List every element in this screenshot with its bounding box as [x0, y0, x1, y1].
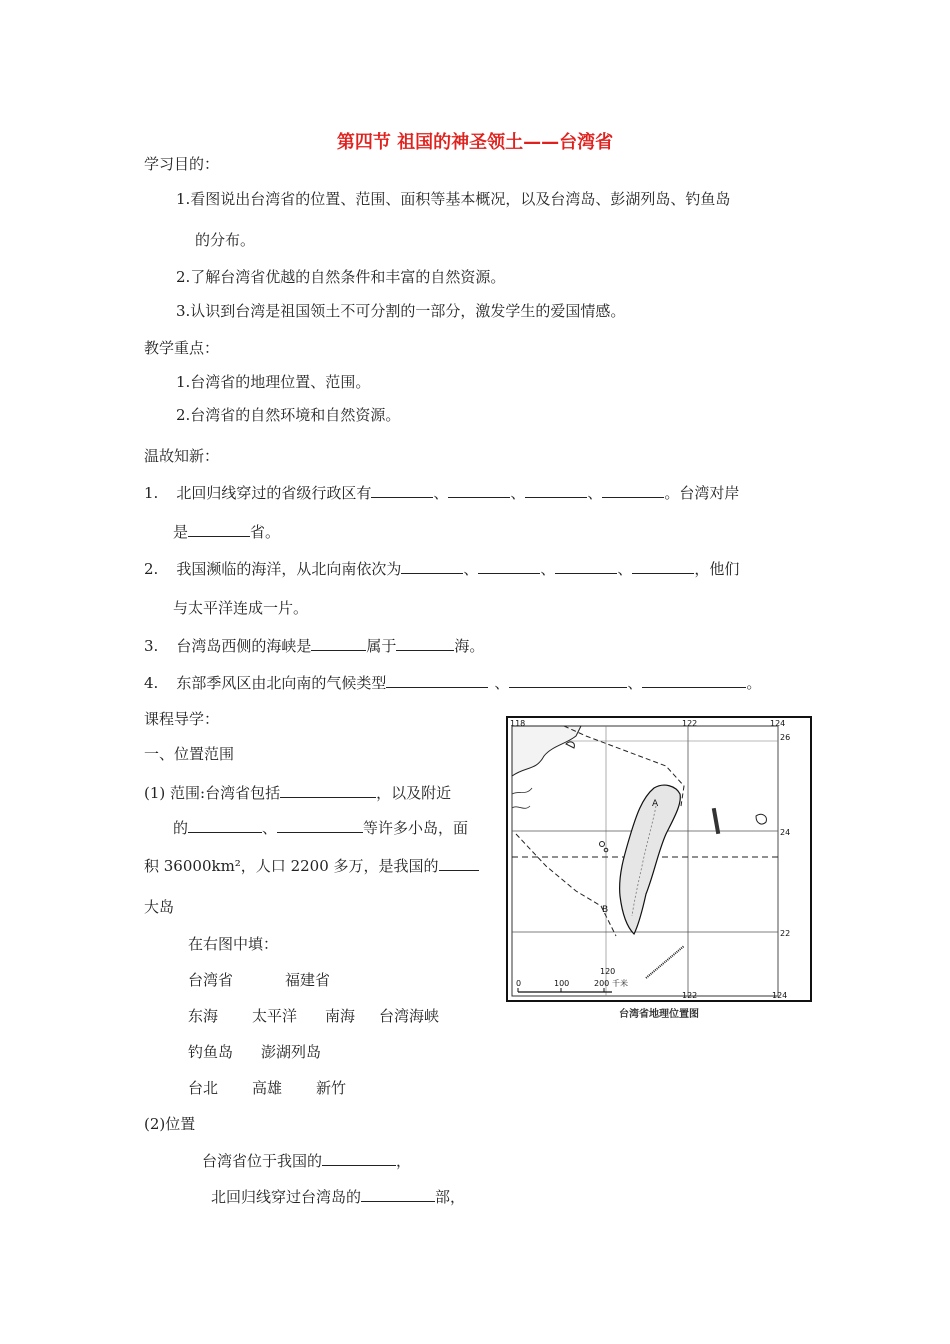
review-heading: 温故知新： [144, 447, 220, 465]
section-1-heading: 一、位置范围 [144, 745, 235, 763]
objective-3: 3.认识到台湾是祖国领土不可分割的一部分，激发学生的爱国情感。 [176, 302, 626, 320]
review-q2-cont: 与太平洋连成一片。 [173, 599, 309, 617]
point-label-b: B [602, 905, 609, 915]
scope-line-2 [173, 818, 468, 838]
scope-text-e: 等许多小岛，面 [363, 819, 469, 837]
q3-text-b: 属于 [366, 637, 397, 655]
scale-label-100: 100 [554, 979, 570, 988]
label-taiwan-province: 台湾省 [188, 971, 234, 989]
lat-label-24: 24 [780, 828, 791, 837]
review-q3 [144, 636, 484, 656]
q1-blank-1[interactable] [371, 483, 433, 498]
objectives-heading: 学习目的： [144, 155, 220, 173]
objective-1-line1: 1.看图说出台湾省的位置、范围、面积等基本概况，以及台湾岛、彭湖列岛、钓鱼岛 [176, 190, 731, 208]
q4-text: 东部季风区由北向南的气候类型 [176, 674, 387, 692]
q2-blank-1[interactable] [401, 559, 463, 574]
key-point-2: 2.台湾省的自然环境和自然资源。 [176, 406, 401, 424]
scale-label-unit: 千米 [612, 979, 628, 988]
q1-blank-3[interactable] [525, 483, 587, 498]
q4-number: 4. [144, 674, 159, 692]
guide-heading: 课程导学： [144, 710, 220, 728]
q1-blank-2[interactable] [448, 483, 510, 498]
q3-text: 台湾岛西侧的海峡是 [176, 637, 312, 655]
scope-blank-2[interactable] [188, 818, 262, 833]
q1-blank-5[interactable] [188, 522, 250, 537]
key-point-1: 1.台湾省的地理位置、范围。 [176, 373, 371, 391]
pos-text-a: 台湾省位于我国的 [202, 1152, 323, 1170]
q1-text-d: 省。 [250, 523, 281, 541]
point-label-a: A [652, 799, 659, 809]
lon-label-118: 118 [510, 719, 526, 728]
page-title: 第四节 祖国的神圣领土——台湾省 [336, 132, 614, 153]
q2-blank-3[interactable] [555, 559, 617, 574]
q1-text-c: 是 [173, 523, 189, 541]
key-points-heading: 教学重点： [144, 339, 220, 357]
q1-text-b: 。台湾对岸 [664, 484, 740, 502]
q2-blank-2[interactable] [478, 559, 540, 574]
scope-text-c: 的 [173, 819, 189, 837]
q1-blank-4[interactable] [602, 483, 664, 498]
scope-text-a: (1) 范围:台湾省包括 [144, 784, 281, 802]
scope-line-3 [144, 856, 479, 876]
lon-label-122-bottom: 122 [682, 991, 698, 1000]
q4-sep-1: 、 [494, 674, 510, 692]
q1-sep-3: 、 [587, 484, 603, 502]
q3-blank-1[interactable] [311, 636, 366, 651]
q4-sep-2: 、 [627, 674, 643, 692]
q4-blank-1[interactable] [386, 673, 488, 688]
q3-text-c: 海。 [454, 637, 485, 655]
q2-text: 我国濒临的海洋，从北向南依次为 [176, 560, 402, 578]
q2-sep-2: 、 [540, 560, 556, 578]
scope-blank-1[interactable] [280, 783, 376, 798]
pos-blank-2[interactable] [361, 1187, 435, 1202]
q2-sep-1: 、 [463, 560, 479, 578]
label-kaohsiung: 高雄 [252, 1079, 283, 1097]
pos-text-c: 北回归线穿过台湾岛的 [211, 1188, 362, 1206]
label-pacific: 太平洋 [252, 1007, 298, 1025]
q3-blank-2[interactable] [396, 636, 454, 651]
position-line-2 [211, 1187, 465, 1207]
review-q4 [144, 673, 761, 693]
scope-blank-4[interactable] [439, 856, 479, 871]
scope-text-d: 、 [262, 819, 278, 837]
q4-blank-2[interactable] [509, 673, 627, 688]
q2-blank-4[interactable] [632, 559, 694, 574]
lon-label-122-top: 122 [682, 719, 698, 728]
label-row-2 [188, 1006, 439, 1026]
pos-text-d: 部， [435, 1188, 466, 1206]
review-q2 [144, 559, 739, 579]
q4-blank-3[interactable] [642, 673, 746, 688]
pos-text-b: ， [396, 1152, 412, 1170]
scope-text-b: ，以及附近 [376, 784, 452, 802]
q1-sep-1: 、 [433, 484, 449, 502]
label-row-1 [188, 970, 330, 990]
label-east-sea: 东海 [188, 1007, 219, 1025]
q1-text: 北回归线穿过的省级行政区有 [176, 484, 372, 502]
objective-1-line2: 的分布。 [195, 231, 256, 249]
q2-sep-3: 、 [617, 560, 633, 578]
label-south-sea: 南海 [325, 1007, 356, 1025]
taiwan-location-map [506, 716, 812, 1002]
label-taiwan-strait: 台湾海峡 [379, 1007, 440, 1025]
q1-number: 1. [144, 484, 159, 502]
scale-label-0: 0 [516, 979, 522, 988]
position-line-1 [202, 1151, 411, 1171]
lon-label-120: 120 [600, 967, 616, 976]
q4-end: 。 [746, 674, 762, 692]
lat-label-26: 26 [780, 733, 791, 742]
section-2-heading: (2)位置 [144, 1115, 196, 1133]
scope-line-1 [144, 783, 451, 803]
lon-label-124-bottom: 124 [772, 991, 788, 1000]
review-q1-cont [173, 522, 280, 542]
pos-blank-1[interactable] [322, 1151, 396, 1166]
lon-label-124-top: 124 [770, 719, 786, 728]
label-row-4 [188, 1078, 346, 1098]
q1-sep-2: 、 [510, 484, 526, 502]
scope-blank-3[interactable] [277, 818, 363, 833]
label-fujian-province: 福建省 [285, 971, 331, 989]
fill-title: 在右图中填： [188, 935, 279, 953]
lat-label-22: 22 [780, 929, 791, 938]
map-caption: 台湾省地理位置图 [619, 1009, 699, 1020]
label-penghu: 澎湖列岛 [261, 1043, 322, 1061]
objective-2: 2.了解台湾省优越的自然条件和丰富的自然资源。 [176, 268, 506, 286]
scope-line-4: 大岛 [144, 898, 175, 916]
map-frame [507, 717, 811, 1001]
label-taipei: 台北 [188, 1079, 219, 1097]
q2-number: 2. [144, 560, 159, 578]
review-q1 [144, 483, 739, 503]
label-row-3 [188, 1042, 321, 1062]
scale-label-200: 200 [594, 979, 610, 988]
label-hsinchu: 新竹 [316, 1079, 347, 1097]
q2-text-b: ，他们 [694, 560, 740, 578]
scope-text-f: 积 36000km²，人口 2200 多万，是我国的 [144, 857, 439, 875]
q3-number: 3. [144, 637, 159, 655]
label-diaoyu: 钓鱼岛 [188, 1043, 234, 1061]
